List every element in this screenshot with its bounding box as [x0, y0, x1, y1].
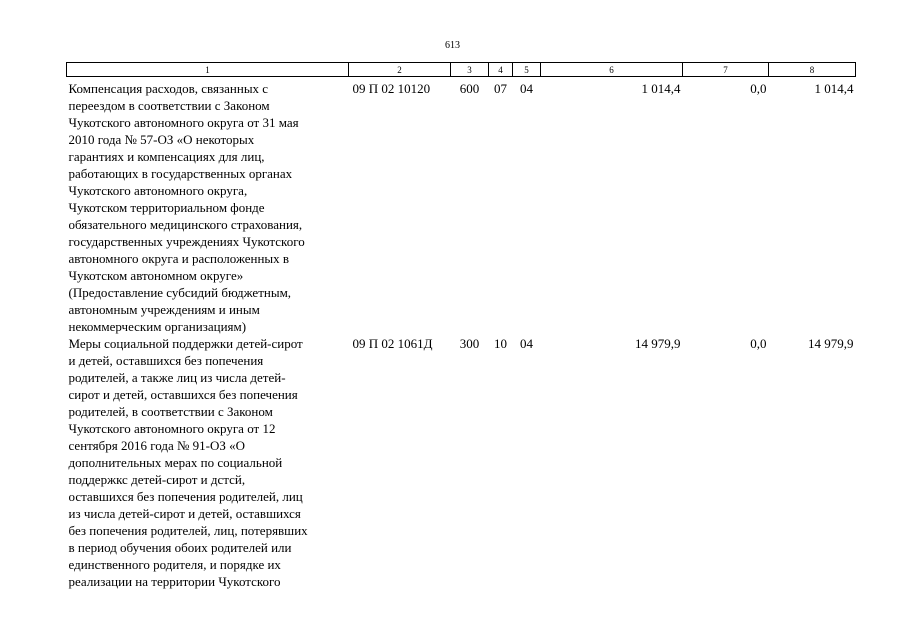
description-line: Чукотском автономном округе» [68, 268, 244, 283]
column-header-3: 3 [451, 63, 489, 77]
row-subsection: 04 [520, 336, 533, 351]
description-line: из числа детей-сирот и детей, оставшихся [68, 506, 301, 521]
row-amount-3: 1 014,4 [814, 81, 854, 96]
column-header-7: 7 [683, 63, 769, 77]
description-line: и детей, оставшихся без попечения [68, 353, 264, 368]
column-header-5: 5 [513, 63, 541, 77]
description-line: родителей, а также лиц из числа детей- [68, 370, 286, 385]
description-line: сирот и детей, оставшихся без попечения [68, 387, 298, 402]
description-line: Меры социальной поддержки детей-сирот [68, 336, 303, 351]
description-line: родителей, в соответствии с Законом [68, 404, 273, 419]
row-section: 07 [494, 81, 507, 96]
description-line: Чукотского автономного округа от 31 мая [68, 115, 299, 130]
description-line: гарантиях и компенсациях для лиц, [68, 149, 265, 164]
description-line: сентября 2016 года № 91-ОЗ «О [68, 438, 246, 453]
description-line: (Предоставление субсидий бюджетным, [68, 285, 292, 300]
page-number: 613 [445, 40, 460, 51]
row-amount-1: 1 014,4 [641, 81, 681, 96]
description-line: без попечения родителей, лиц, потерявших [68, 523, 308, 538]
row-expense-type: 300 [459, 336, 480, 351]
description-line: единственного родителя, и порядке их [68, 557, 281, 572]
row-section: 10 [494, 336, 507, 351]
description-line: переездом в соответствии с Законом [68, 98, 270, 113]
description-line: государственных учреждениях Чукотского [68, 234, 305, 249]
description-line: автономного округа и расположенных в [68, 251, 290, 266]
description-line: некоммерческим организациям) [68, 319, 247, 334]
column-header-6: 6 [541, 63, 683, 77]
budget-table [66, 62, 856, 590]
row-target-code: 09 П 02 1061Д [352, 336, 433, 351]
description-line: реализации на территории Чукотского [68, 574, 281, 589]
column-header-2: 2 [349, 63, 451, 77]
description-line: поддержкс детей-сирот и дстсй, [68, 472, 246, 487]
description-line: обязательного медицинского страхования, [68, 217, 303, 232]
table-row [67, 77, 856, 336]
column-number-row [67, 63, 856, 77]
row-description [67, 335, 349, 590]
description-line: Чукотском территориальном фонде [68, 200, 265, 215]
description-line: в период обучения обоих родителей или [68, 540, 292, 555]
description-line: дополнительных мерах по социальной [68, 455, 283, 470]
description-line: работающих в государственных органах [68, 166, 293, 181]
description-line: Чукотского автономного округа, [68, 183, 248, 198]
description-line: 2010 года № 57-ОЗ «О некоторых [68, 132, 255, 147]
column-header-4: 4 [489, 63, 513, 77]
row-description [67, 77, 349, 336]
row-amount-2: 0,0 [750, 336, 767, 351]
description-line: автономным учреждениям и иным [68, 302, 260, 317]
column-header-1: 1 [67, 63, 349, 77]
row-target-code: 09 П 02 10120 [352, 81, 431, 96]
description-line: Компенсация расходов, связанных с [68, 81, 269, 96]
row-amount-3: 14 979,9 [808, 336, 854, 351]
row-subsection: 04 [520, 81, 533, 96]
row-amount-1: 14 979,9 [635, 336, 681, 351]
row-amount-2: 0,0 [750, 81, 767, 96]
table-row [67, 335, 856, 590]
description-line: Чукотского автономного округа от 12 [68, 421, 276, 436]
row-expense-type: 600 [459, 81, 480, 96]
description-line: оставшихся без попечения родителей, лиц [68, 489, 303, 504]
column-header-8: 8 [769, 63, 856, 77]
